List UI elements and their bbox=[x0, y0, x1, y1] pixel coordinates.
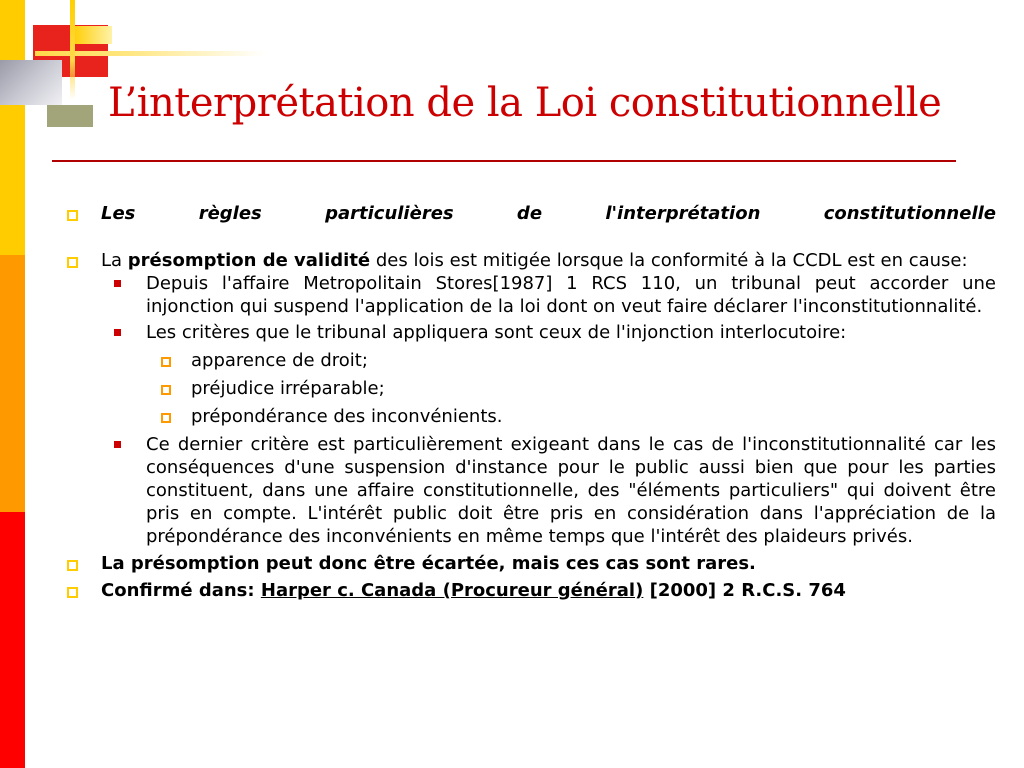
band-yellow bbox=[0, 0, 25, 255]
sub-bullet-square-icon bbox=[114, 329, 121, 336]
decor-yellow-bar bbox=[72, 26, 112, 44]
band-red bbox=[0, 512, 25, 768]
bullet-square-icon bbox=[67, 210, 78, 221]
bullet-rules-text: Les règles particulières de l'interprétation constitutionnelle bbox=[101, 203, 996, 224]
bullet-square-icon bbox=[67, 257, 78, 268]
sub-bullet-criteria-text: Les critères que le tribunal appliquera sont ceux de l'injonction interlocutoire: bbox=[146, 322, 847, 343]
sub-bullet-metropolitain bbox=[62, 272, 996, 318]
bullet-confirmed bbox=[62, 579, 996, 602]
bullet-square-icon bbox=[67, 560, 78, 571]
title-rule bbox=[52, 160, 956, 162]
presumption-prefix: La bbox=[101, 250, 128, 271]
presumption-bold: présomption de validité bbox=[127, 250, 371, 271]
criterion-text: préjudice irréparable; bbox=[191, 378, 385, 399]
confirmed-label: Confirmé dans: bbox=[101, 580, 261, 601]
case-citation: [2000] 2 R.C.S. 764 bbox=[643, 580, 846, 601]
slide-content bbox=[62, 202, 996, 602]
criterion-square-icon bbox=[161, 385, 171, 395]
criterion-text: prépondérance des inconvénients. bbox=[191, 406, 503, 427]
bullet-presumption bbox=[62, 249, 996, 272]
bullet-rules bbox=[62, 202, 996, 225]
bullet-square-icon bbox=[67, 587, 78, 598]
bullet-rare-cases bbox=[62, 552, 996, 575]
criterion-item bbox=[62, 349, 996, 372]
case-link[interactable]: Harper c. Canada (Procureur général) bbox=[260, 580, 644, 601]
sub-bullet-criteria bbox=[62, 321, 996, 344]
sub-bullet-square-icon bbox=[114, 441, 121, 448]
sub-bullet-last-criterion bbox=[62, 433, 996, 548]
sub-bullet-metropolitain-text: Depuis l'affaire Metropolitain Stores[1987] 1 RCS 110, un tribunal peut accorder une injonction qui suspend l'application de la loi dont on veut faire déclarer l'inconstitutionnalité. bbox=[146, 273, 996, 317]
criterion-square-icon bbox=[161, 357, 171, 367]
criterion-text: apparence de droit; bbox=[191, 350, 368, 371]
presumption-rest: des lois est mitigée lorsque la conformité à la CCDL est en cause: bbox=[370, 250, 968, 271]
sub-bullet-square-icon bbox=[114, 280, 121, 287]
bullet-rare-cases-text: La présomption peut donc être écartée, mais ces cas sont rares. bbox=[101, 553, 756, 574]
criterion-item bbox=[62, 405, 996, 428]
criterion-item bbox=[62, 377, 996, 400]
band-orange bbox=[0, 255, 25, 512]
sub-bullet-last-criterion-text: Ce dernier critère est particulièrement exigeant dans le cas de l'inconstitutionnalité car les conséquences d'une suspension d'instance pour le public aussi bien que pour les parties constituent, dans une affaire constitutionnelle, des "éléments particuliers" qui doivent être pris en compte. L'intérêt public doit être pris en considération dans l'appréciation de la prépondérance des inconvénients en même temps que l'intérêt des plaideurs privés. bbox=[146, 434, 996, 547]
decor-gray-square bbox=[0, 60, 62, 105]
decor-olive-square bbox=[47, 105, 93, 127]
slide-title: L’interprétation de la Loi constitutionnelle bbox=[108, 80, 942, 126]
decor-vertical-line bbox=[70, 0, 75, 100]
criterion-square-icon bbox=[161, 413, 171, 423]
